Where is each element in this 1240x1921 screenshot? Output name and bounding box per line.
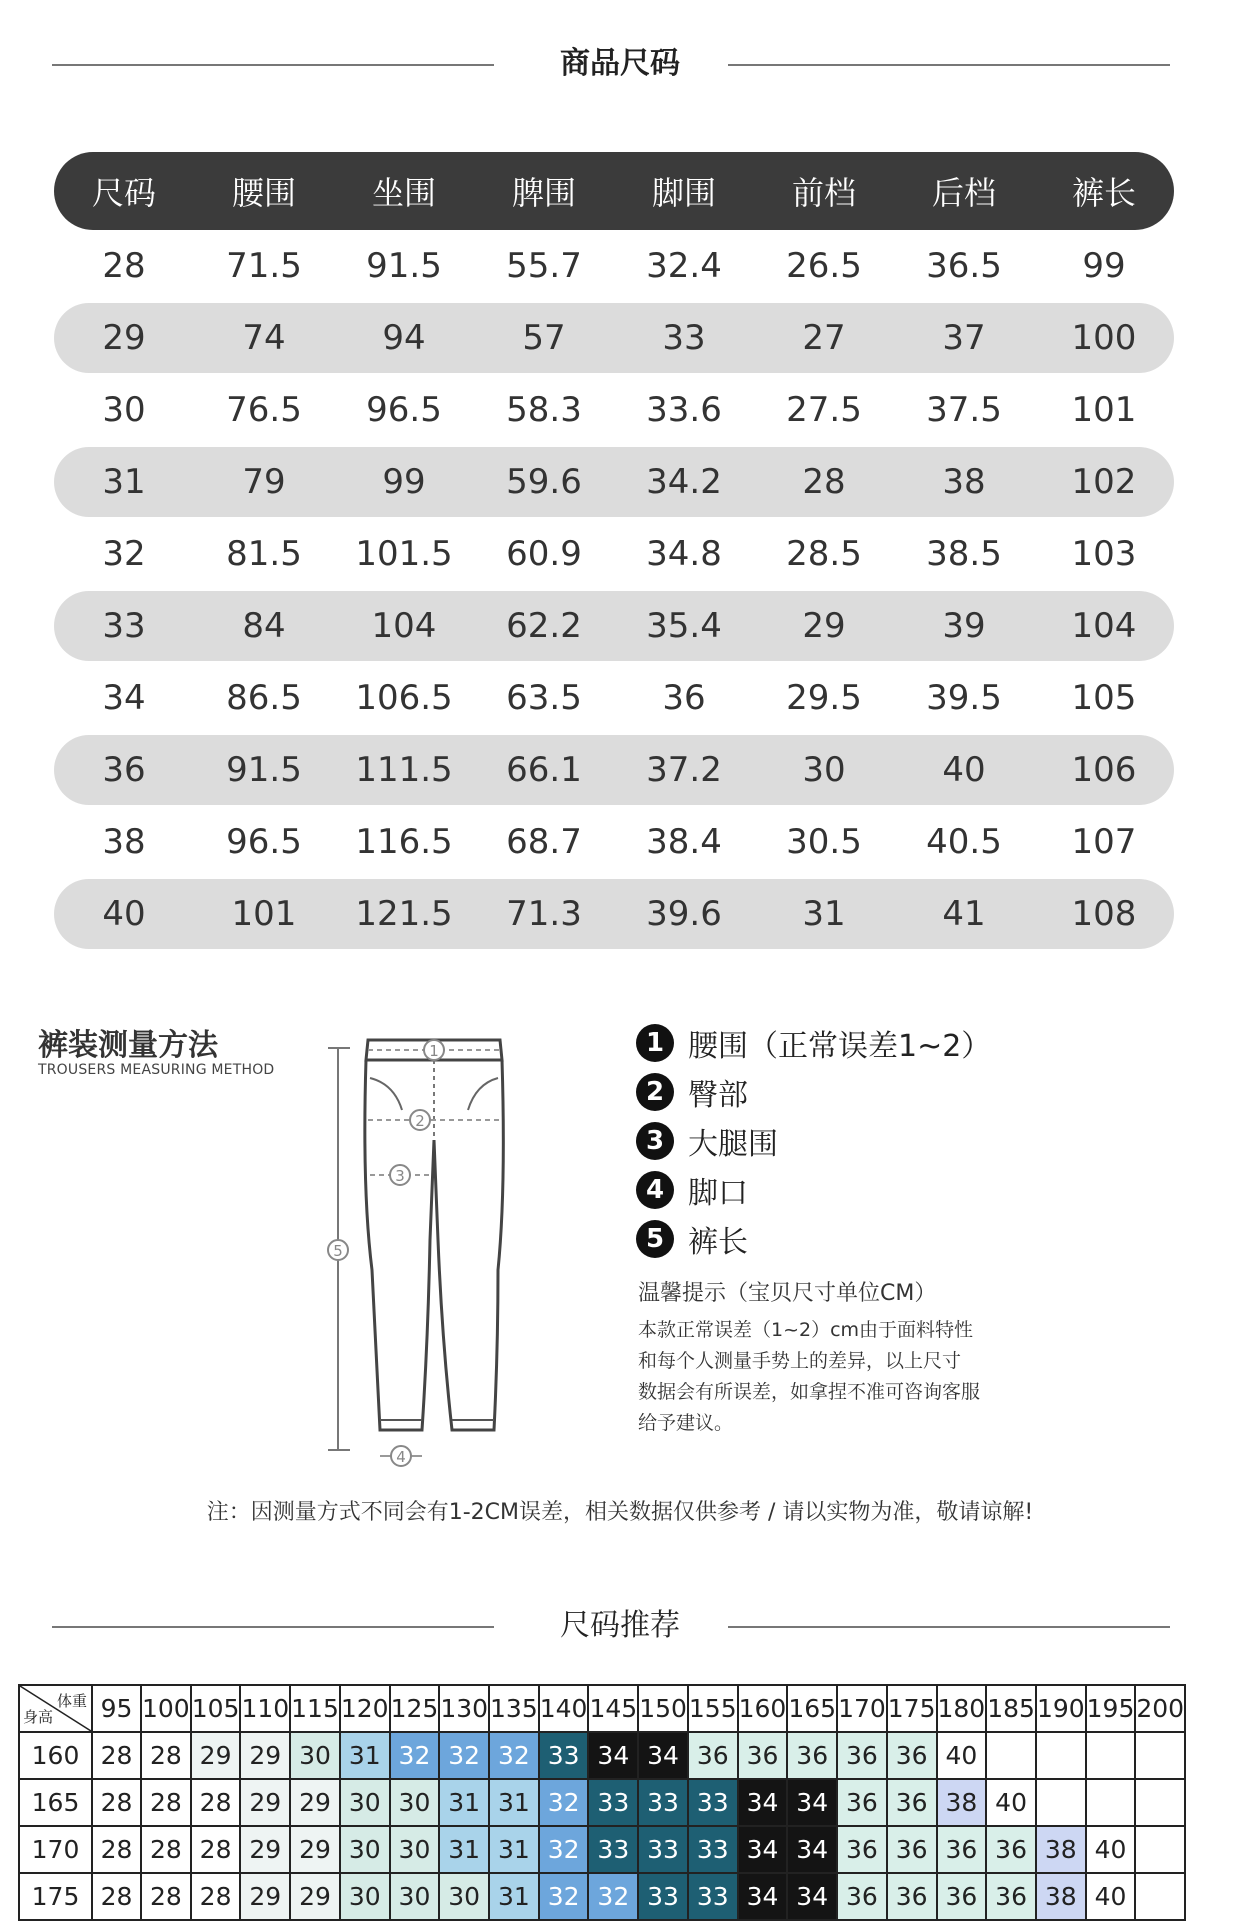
weight-header: 185 <box>986 1685 1036 1732</box>
size-cell: 28 <box>92 1732 141 1779</box>
table-row <box>54 374 1174 446</box>
legend-label: 脚口 <box>688 1175 748 1211</box>
size-cell: 28 <box>191 1779 241 1826</box>
table-row <box>54 806 1174 878</box>
divider-right <box>728 64 1170 66</box>
table-cell: 31 <box>802 894 846 934</box>
size-cell: 28 <box>141 1779 191 1826</box>
size-cell: 36 <box>738 1732 788 1779</box>
table-cell: 84 <box>242 606 286 646</box>
table-row <box>54 879 1174 949</box>
size-cell: 36 <box>937 1826 987 1873</box>
table-cell: 33.6 <box>646 390 722 430</box>
svg-text:2: 2 <box>415 1112 425 1130</box>
weight-header: 100 <box>141 1685 191 1732</box>
table-cell: 38 <box>102 822 146 862</box>
size-cell: 32 <box>539 1779 589 1826</box>
table-cell: 30 <box>102 390 146 430</box>
weight-header: 155 <box>688 1685 738 1732</box>
number-badge-icon: 1 <box>636 1024 674 1062</box>
size-cell: 28 <box>141 1873 191 1920</box>
size-cell: 36 <box>837 1732 887 1779</box>
size-cell: 40 <box>937 1732 987 1779</box>
table-cell: 96.5 <box>366 390 442 430</box>
table-cell: 29 <box>102 318 146 358</box>
table-cell: 57 <box>522 318 566 358</box>
svg-text:3: 3 <box>395 1167 405 1185</box>
table-cell: 71.5 <box>226 246 302 286</box>
size-cell: 36 <box>887 1873 937 1920</box>
table-cell: 29.5 <box>786 678 862 718</box>
tip-line: 本款正常误差（1~2）cm由于面料特性 <box>638 1319 974 1341</box>
size-cell <box>1036 1779 1086 1826</box>
table-cell: 102 <box>1071 462 1137 502</box>
table-cell: 32 <box>102 534 146 574</box>
size-cell: 30 <box>390 1779 440 1826</box>
size-cell: 32 <box>588 1873 638 1920</box>
table-cell: 40.5 <box>926 822 1002 862</box>
mark-4 <box>391 1446 411 1466</box>
size-cell <box>1135 1873 1185 1920</box>
size-cell: 40 <box>1086 1826 1136 1873</box>
size-cell: 30 <box>290 1732 340 1779</box>
size-cell: 36 <box>937 1873 987 1920</box>
size-cell: 28 <box>92 1873 141 1920</box>
table-cell: 60.9 <box>506 534 582 574</box>
header-cell: 后档 <box>931 174 996 212</box>
size-cell <box>1135 1779 1185 1826</box>
table-cell: 39 <box>942 606 986 646</box>
table-cell: 37 <box>942 318 986 358</box>
size-cell: 34 <box>738 1826 788 1873</box>
tip-line: 给予建议。 <box>638 1412 734 1434</box>
table-cell: 76.5 <box>226 390 302 430</box>
table-cell: 94 <box>382 318 426 358</box>
table-cell: 101 <box>231 894 297 934</box>
table-cell: 66.1 <box>506 750 582 790</box>
size-cell: 33 <box>638 1779 688 1826</box>
table-row <box>54 735 1174 805</box>
weight-header: 150 <box>638 1685 688 1732</box>
size-cell: 36 <box>837 1826 887 1873</box>
table-cell: 106 <box>1071 750 1137 790</box>
size-cell: 29 <box>240 1732 290 1779</box>
weight-header: 95 <box>92 1685 141 1732</box>
number-badge-icon: 4 <box>636 1171 674 1209</box>
size-table <box>54 152 1174 950</box>
size-cell: 34 <box>787 1779 837 1826</box>
table-cell: 63.5 <box>506 678 582 718</box>
weight-header: 105 <box>191 1685 241 1732</box>
header-cell: 前档 <box>791 174 856 212</box>
weight-header: 140 <box>539 1685 589 1732</box>
size-cell: 36 <box>887 1779 937 1826</box>
table-row <box>54 591 1174 661</box>
size-cell: 33 <box>588 1779 638 1826</box>
table-cell: 38.4 <box>646 822 722 862</box>
size-cell: 33 <box>638 1873 688 1920</box>
table-cell: 29 <box>802 606 846 646</box>
table-cell: 107 <box>1071 822 1137 862</box>
table-cell: 27.5 <box>786 390 862 430</box>
table-cell: 40 <box>942 750 986 790</box>
legend-label: 腰围（正常误差1~2） <box>688 1028 992 1064</box>
rec-row <box>19 1732 1185 1779</box>
size-cell: 36 <box>887 1732 937 1779</box>
legend-label: 裤长 <box>688 1224 748 1260</box>
rec-row <box>19 1826 1185 1873</box>
legend-item <box>636 1165 991 1214</box>
size-cell <box>1086 1732 1136 1779</box>
height-label: 身高 <box>23 1708 54 1726</box>
disclaimer-note: 注：因测量方式不同会有1-2CM误差，相关数据仅供参考 / 请以实物为准，敬请谅解! <box>206 1500 1034 1525</box>
size-cell: 29 <box>290 1779 340 1826</box>
height-cell: 175 <box>19 1873 92 1920</box>
table-cell: 32.4 <box>646 246 722 286</box>
size-cell: 32 <box>489 1732 539 1779</box>
table-cell: 33 <box>102 606 146 646</box>
table-cell: 74 <box>242 318 286 358</box>
table-cell: 30 <box>802 750 846 790</box>
header-cell: 裤长 <box>1071 174 1136 212</box>
measure-subtitle: TROUSERS MEASURING METHOD <box>38 1062 275 1078</box>
table-cell: 34.8 <box>646 534 722 574</box>
size-cell: 29 <box>240 1826 290 1873</box>
table-cell: 105 <box>1071 678 1137 718</box>
section-title: 商品尺码 <box>560 46 680 81</box>
size-cell: 29 <box>290 1873 340 1920</box>
weight-header: 170 <box>837 1685 887 1732</box>
size-cell: 30 <box>340 1826 390 1873</box>
number-badge-icon: 3 <box>636 1122 674 1160</box>
size-cell: 29 <box>240 1779 290 1826</box>
table-cell: 28 <box>102 246 146 286</box>
legend-item <box>636 1214 991 1263</box>
size-cell: 31 <box>439 1779 489 1826</box>
size-cell: 33 <box>588 1826 638 1873</box>
trousers-diagram <box>310 1010 550 1470</box>
size-cell: 31 <box>489 1873 539 1920</box>
size-cell: 36 <box>688 1732 738 1779</box>
tip-line: 数据会有所误差，如拿捏不准可咨询客服 <box>638 1381 981 1403</box>
size-cell: 28 <box>141 1732 191 1779</box>
weight-header: 115 <box>290 1685 340 1732</box>
size-recommendation-table <box>18 1684 1186 1921</box>
size-cell: 30 <box>390 1873 440 1920</box>
size-cell: 36 <box>986 1826 1036 1873</box>
size-cell: 38 <box>1036 1826 1086 1873</box>
size-cell: 30 <box>390 1826 440 1873</box>
table-cell: 106.5 <box>355 678 453 718</box>
table-cell: 55.7 <box>506 246 582 286</box>
table-cell: 104 <box>1071 606 1137 646</box>
weight-header: 135 <box>489 1685 539 1732</box>
size-cell: 31 <box>489 1826 539 1873</box>
tip-box <box>638 1276 1058 1439</box>
size-cell: 33 <box>638 1826 688 1873</box>
table-row <box>54 230 1174 302</box>
header-cell: 坐围 <box>371 174 436 212</box>
size-cell: 29 <box>191 1732 241 1779</box>
size-cell: 29 <box>290 1826 340 1873</box>
table-cell: 28.5 <box>786 534 862 574</box>
measuring-method-section <box>0 1010 1240 1480</box>
table-cell: 37.2 <box>646 750 722 790</box>
header-cell: 脾围 <box>511 174 576 212</box>
table-cell: 71.3 <box>506 894 582 934</box>
table-cell: 38 <box>942 462 986 502</box>
section-header-recommend <box>0 1606 1240 1646</box>
size-cell: 34 <box>588 1732 638 1779</box>
table-cell: 101 <box>1071 390 1137 430</box>
mark-1 <box>424 1040 444 1060</box>
header-cell: 腰围 <box>231 174 296 212</box>
weight-header: 180 <box>937 1685 987 1732</box>
table-cell: 99 <box>1082 246 1126 286</box>
table-cell: 33 <box>662 318 706 358</box>
table-cell: 86.5 <box>226 678 302 718</box>
table-cell: 37.5 <box>926 390 1002 430</box>
table-cell: 104 <box>371 606 437 646</box>
size-cell: 32 <box>439 1732 489 1779</box>
weight-header: 200 <box>1135 1685 1185 1732</box>
mark-5 <box>328 1240 348 1260</box>
section-title: 尺码推荐 <box>560 1608 680 1643</box>
size-cell: 34 <box>787 1873 837 1920</box>
table-row <box>54 662 1174 734</box>
weight-header: 125 <box>390 1685 440 1732</box>
table-cell: 28 <box>802 462 846 502</box>
table-cell: 91.5 <box>366 246 442 286</box>
size-cell: 31 <box>340 1732 390 1779</box>
weight-header: 120 <box>340 1685 390 1732</box>
table-cell: 41 <box>942 894 986 934</box>
table-cell: 34.2 <box>646 462 722 502</box>
weight-header: 195 <box>1086 1685 1136 1732</box>
size-cell: 32 <box>539 1873 589 1920</box>
size-cell: 28 <box>191 1826 241 1873</box>
size-cell: 28 <box>191 1873 241 1920</box>
height-cell: 160 <box>19 1732 92 1779</box>
mark-3 <box>390 1165 410 1185</box>
legend-item <box>636 1018 991 1067</box>
size-cell: 33 <box>688 1873 738 1920</box>
size-cell: 34 <box>787 1826 837 1873</box>
table-row <box>54 303 1174 373</box>
tip-line: 和每个人测量手势上的差异，以上尺寸 <box>638 1350 962 1372</box>
size-cell <box>1135 1826 1185 1873</box>
size-cell: 36 <box>837 1873 887 1920</box>
table-cell: 100 <box>1071 318 1137 358</box>
measure-legend <box>636 1018 991 1263</box>
table-cell: 58.3 <box>506 390 582 430</box>
size-cell: 40 <box>986 1779 1036 1826</box>
corner-cell <box>19 1685 92 1732</box>
size-cell: 38 <box>1036 1873 1086 1920</box>
size-cell: 30 <box>340 1779 390 1826</box>
size-cell: 30 <box>439 1873 489 1920</box>
table-cell: 108 <box>1071 894 1137 934</box>
size-cell <box>986 1732 1036 1779</box>
weight-header: 145 <box>588 1685 638 1732</box>
size-cell: 30 <box>340 1873 390 1920</box>
table-cell: 103 <box>1071 534 1137 574</box>
rec-header-row <box>19 1685 1185 1732</box>
weight-header: 130 <box>439 1685 489 1732</box>
table-header <box>54 152 1174 230</box>
table-cell: 39.6 <box>646 894 722 934</box>
table-row <box>54 447 1174 517</box>
svg-text:5: 5 <box>333 1242 343 1260</box>
size-cell: 34 <box>638 1732 688 1779</box>
size-cell: 36 <box>887 1826 937 1873</box>
table-cell: 34 <box>102 678 146 718</box>
size-cell: 40 <box>1086 1873 1136 1920</box>
table-cell: 121.5 <box>355 894 453 934</box>
size-cell: 31 <box>439 1826 489 1873</box>
size-cell: 33 <box>688 1826 738 1873</box>
legend-item <box>636 1116 991 1165</box>
size-cell: 36 <box>837 1779 887 1826</box>
table-row <box>54 518 1174 590</box>
size-cell: 36 <box>986 1873 1036 1920</box>
tip-title: 温馨提示（宝贝尺寸单位CM） <box>638 1281 937 1306</box>
header-cell: 尺码 <box>91 174 156 212</box>
measure-title: 裤装测量方法 <box>38 1028 218 1063</box>
table-cell: 68.7 <box>506 822 582 862</box>
table-cell: 36 <box>662 678 706 718</box>
table-cell: 30.5 <box>786 822 862 862</box>
weight-header: 175 <box>887 1685 937 1732</box>
size-cell: 34 <box>738 1779 788 1826</box>
weight-header: 165 <box>787 1685 837 1732</box>
size-cell: 33 <box>688 1779 738 1826</box>
weight-label: 体重 <box>56 1692 87 1710</box>
table-cell: 99 <box>382 462 426 502</box>
legend-item <box>636 1067 991 1116</box>
size-cell: 31 <box>489 1779 539 1826</box>
divider-right <box>728 1626 1170 1628</box>
header-cell: 脚围 <box>651 174 716 212</box>
table-cell: 79 <box>242 462 286 502</box>
tip-body <box>638 1315 1058 1439</box>
table-cell: 111.5 <box>355 750 453 790</box>
legend-label: 臀部 <box>688 1077 748 1113</box>
table-cell: 81.5 <box>226 534 302 574</box>
weight-header: 190 <box>1036 1685 1086 1732</box>
rec-row <box>19 1873 1185 1920</box>
table-cell: 39.5 <box>926 678 1002 718</box>
table-cell: 116.5 <box>355 822 453 862</box>
table-cell: 35.4 <box>646 606 722 646</box>
table-cell: 59.6 <box>506 462 582 502</box>
mark-2 <box>410 1110 430 1130</box>
table-cell: 96.5 <box>226 822 302 862</box>
size-cell: 32 <box>539 1826 589 1873</box>
size-cell: 34 <box>738 1873 788 1920</box>
number-badge-icon: 5 <box>636 1220 674 1258</box>
section-header-size <box>0 44 1240 84</box>
size-cell <box>1135 1732 1185 1779</box>
size-cell: 28 <box>141 1826 191 1873</box>
table-cell: 91.5 <box>226 750 302 790</box>
size-cell <box>1086 1779 1136 1826</box>
svg-text:4: 4 <box>396 1448 406 1466</box>
weight-header: 110 <box>240 1685 290 1732</box>
table-cell: 101.5 <box>355 534 453 574</box>
size-cell: 28 <box>92 1826 141 1873</box>
size-cell: 38 <box>937 1779 987 1826</box>
size-cell: 33 <box>539 1732 589 1779</box>
table-cell: 27 <box>802 318 846 358</box>
table-cell: 38.5 <box>926 534 1002 574</box>
rec-row <box>19 1779 1185 1826</box>
size-cell: 36 <box>787 1732 837 1779</box>
table-cell: 40 <box>102 894 146 934</box>
table-cell: 36.5 <box>926 246 1002 286</box>
table-cell: 31 <box>102 462 146 502</box>
svg-text:1: 1 <box>429 1042 439 1060</box>
table-cell: 26.5 <box>786 246 862 286</box>
height-cell: 170 <box>19 1826 92 1873</box>
size-cell <box>1036 1732 1086 1779</box>
size-cell: 29 <box>240 1873 290 1920</box>
weight-header: 160 <box>738 1685 788 1732</box>
table-cell: 62.2 <box>506 606 582 646</box>
table-cell: 36 <box>102 750 146 790</box>
size-cell: 32 <box>390 1732 440 1779</box>
legend-label: 大腿围 <box>688 1126 778 1162</box>
height-cell: 165 <box>19 1779 92 1826</box>
size-cell: 28 <box>92 1779 141 1826</box>
number-badge-icon: 2 <box>636 1073 674 1111</box>
